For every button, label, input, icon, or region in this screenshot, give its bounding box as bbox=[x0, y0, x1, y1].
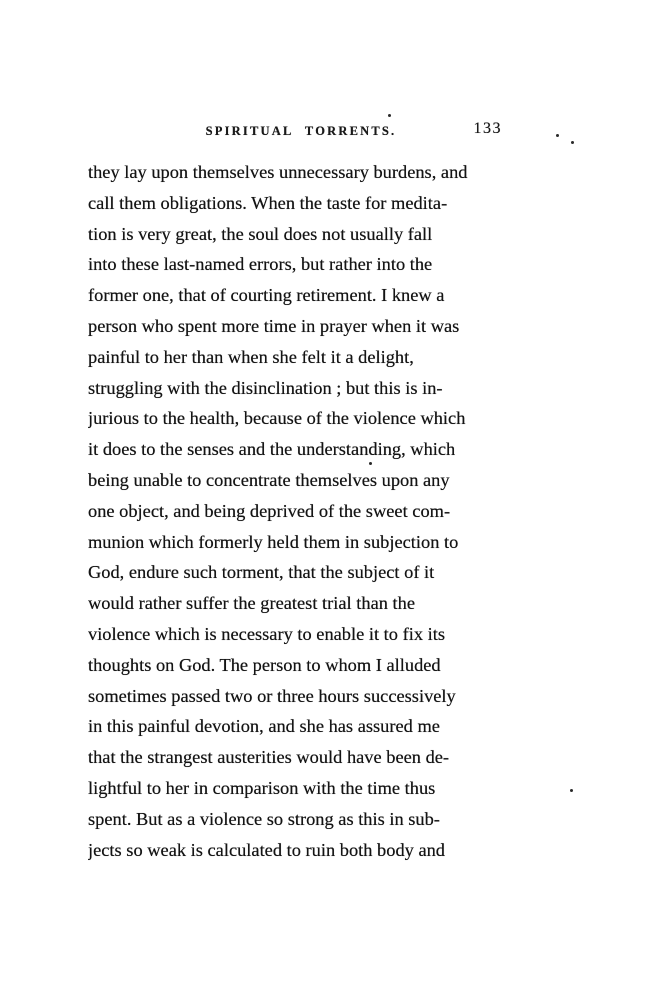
scan-speck bbox=[369, 462, 372, 465]
text-line: struggling with the disinclination ; but this is in- bbox=[88, 377, 443, 398]
text-line: that the strangest austerities would have been de- bbox=[88, 747, 450, 768]
text-line: former one, that of courting retirement. I knew a bbox=[88, 285, 445, 306]
running-title: SPIRITUAL TORRENTS. bbox=[205, 124, 397, 138]
page-header bbox=[88, 120, 514, 143]
text-line: God, endure such torment, that the subject of it bbox=[88, 562, 435, 583]
text-line: thoughts on God. The person to whom I alluded bbox=[88, 654, 441, 675]
text-line: tion is very great, the soul does not usually fall bbox=[88, 223, 433, 244]
body-text bbox=[88, 157, 514, 865]
scan-speck bbox=[556, 134, 559, 137]
text-line: call them obligations. When the taste for medita- bbox=[88, 192, 448, 213]
text-line: into these last-named errors, but rather into the bbox=[88, 254, 433, 275]
text-line: person who spent more time in prayer when it was bbox=[88, 315, 460, 336]
text-line: jects so weak is calculated to ruin both body and bbox=[88, 839, 445, 860]
text-line: they lay upon themselves unnecessary burdens, and bbox=[88, 162, 468, 182]
scan-speck bbox=[388, 114, 391, 117]
page-number: 133 bbox=[473, 120, 502, 137]
text-line: violence which is necessary to enable it to fix its bbox=[88, 623, 445, 644]
text-line: jurious to the health, because of the violence which bbox=[88, 408, 466, 429]
text-line: sometimes passed two or three hours successively bbox=[88, 685, 456, 706]
text-line: painful to her than when she felt it a delight, bbox=[88, 346, 414, 367]
text-line: one object, and being deprived of the sweet com- bbox=[88, 500, 451, 521]
text-line: being unable to concentrate themselves upon any bbox=[88, 469, 450, 490]
text-line: spent. But as a violence so strong as this in sub- bbox=[88, 808, 440, 829]
text-line: in this painful devotion, and she has assured me bbox=[88, 716, 440, 737]
text-line: lightful to her in comparison with the time thus bbox=[88, 777, 436, 798]
scan-speck bbox=[570, 789, 573, 792]
scan-speck bbox=[571, 141, 574, 144]
text-line: munion which formerly held them in subjection to bbox=[88, 531, 459, 552]
text-line: would rather suffer the greatest trial than the bbox=[88, 593, 415, 614]
text-line: it does to the senses and the understanding, which bbox=[88, 439, 456, 460]
